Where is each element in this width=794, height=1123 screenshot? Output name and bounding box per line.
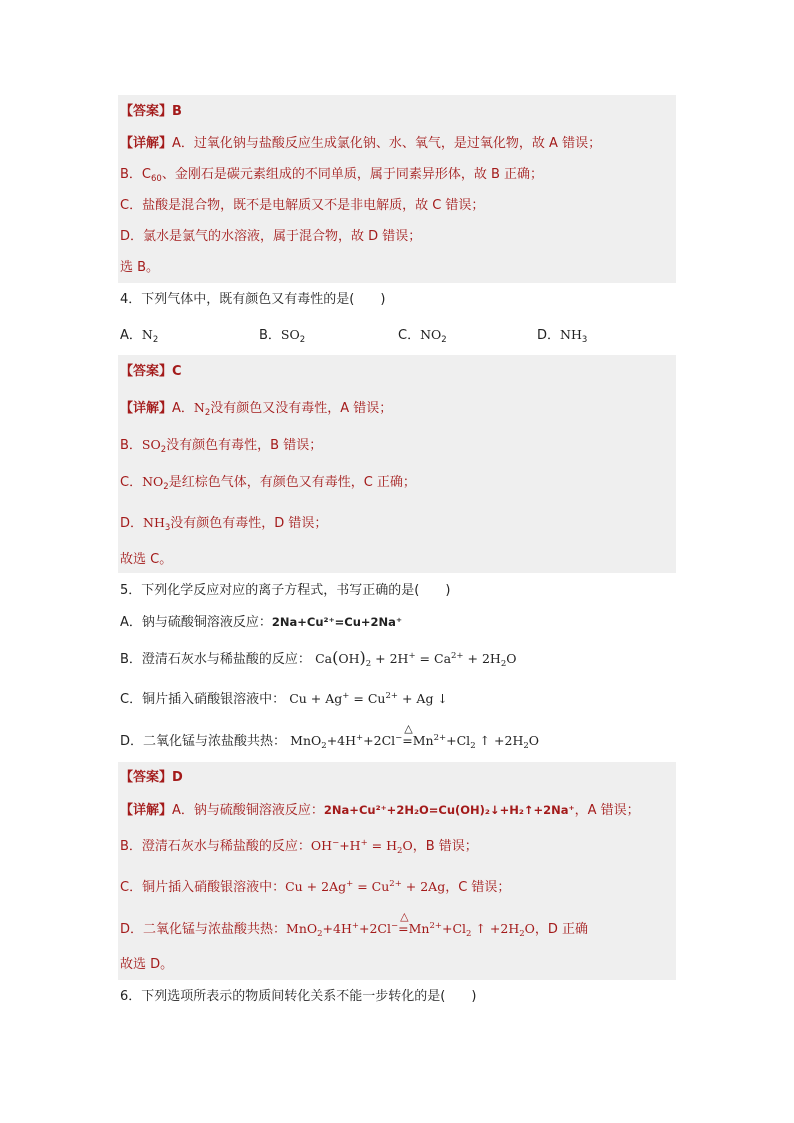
question-4-stem: 4．下列气体中，既有颜色又有毒性的是( ) (120, 292, 386, 307)
detail-line-a: 【详解】A．钠与硫酸铜溶液反应：2Na+Cu²⁺+2H₂O=Cu(OH)₂↓+H₂↑+2Na⁺，A 错误； (120, 803, 640, 818)
conclusion-line: 故选 D。 (120, 957, 174, 972)
answer-box-q4 (118, 355, 676, 573)
answer-box-q3 (118, 95, 676, 283)
equation-c: $Cu + Ag^+ = Cu^{2+} + Ag$ ↓ (289, 691, 448, 706)
answer-box-q5 (118, 762, 676, 980)
detail-line-c: C．铜片插入硝酸银溶液中：$Cu + 2Ag^+ = Cu^{2+} + 2Ag$，C 错误； (120, 879, 511, 895)
detail-line-d: D．$NH_3$没有颜色有毒性，D 错误； (120, 515, 328, 533)
detail-line-c: C．盐酸是混合物，既不是电解质又不是非电解质，故 C 错误； (120, 198, 485, 213)
detail-line-c: C．$NO_2$是红棕色气体，有颜色又有毒性，C 正确； (120, 474, 416, 492)
equation-d: MnO$_2$+4H++2Cl− △ $=Mn^{2+}+Cl_2$ ↑ $+2H_2O$ (286, 910, 535, 939)
answer-line: 【答案】D (120, 770, 183, 785)
detail-line-d: D．氯水是氯气的水溶液，属于混合物，故 D 错误； (120, 229, 422, 244)
q4-option-a: A．$N_2$ (120, 327, 159, 345)
q5-option-c: C．铜片插入硝酸银溶液中： $Cu + Ag^+ = Cu^{2+} + Ag$ ↓ (120, 691, 448, 707)
q4-option-b: B．$SO_2$ (259, 327, 306, 345)
detail-line-b: B．澄清石灰水与稀盐酸的反应：$OH^-+H^+ = H_2O$，B 错误； (120, 838, 478, 856)
conclusion-line: 选 B。 (120, 260, 160, 275)
detail-line-d: D．二氧化锰与浓盐酸共热：MnO$_2$+4H++2Cl− △ $=Mn^{2+}+Cl_2$ ↑ $+2H_2O$，D 正确 (120, 910, 589, 939)
detail-line-b: B．$C_{60}$、金刚石是碳元素组成的不同单质，属于同素异形体，故 B 正确； (120, 167, 544, 184)
equation-b: $OH^-+H^+ = H_2O$ (310, 838, 413, 856)
q5-option-b: B．澄清石灰水与稀盐酸的反应： $Ca(OH)_2 + 2H^+ = Ca^{2+} + 2H_2O$ (120, 648, 517, 669)
question-5-stem: 5．下列化学反应对应的离子方程式，书写正确的是( ) (120, 583, 451, 598)
q5-option-a: A．钠与硫酸铜溶液反应：2Na+Cu²⁺=Cu+2Na⁺ (120, 615, 403, 630)
q4-option-d: D．$NH_3$ (537, 327, 588, 345)
conclusion-line: 故选 C。 (120, 552, 173, 567)
detail-line-b: B．$SO_2$没有颜色有毒性，B 错误； (120, 437, 323, 455)
equation-c: $Cu + 2Ag^+ = Cu^{2+} + 2Ag$ (285, 879, 446, 894)
answer-line: 【答案】C (120, 364, 182, 379)
equation-b: $Ca(OH)_2 + 2H^+ = Ca^{2+} + 2H_2O$ (315, 648, 517, 669)
answer-line: 【答案】B (120, 104, 182, 119)
question-6-stem: 6．下列选项所表示的物质间转化关系不能一步转化的是( ) (120, 989, 477, 1004)
q4-option-c: C．$NO_2$ (398, 327, 447, 345)
equation-d: MnO$_2$+4H++2Cl− △ $=Mn^{2+}+Cl_2$ ↑ $+2H_2O$ (290, 722, 540, 751)
q5-option-d: D．二氧化锰与浓盐酸共热： MnO$_2$+4H++2Cl− △ $=Mn^{2+}+Cl_2$ ↑ $+2H_2O$ (120, 722, 540, 751)
detail-line-a: 【详解】A．$N_2$没有颜色又没有毒性，A 错误； (120, 400, 393, 418)
detail-line-a: 【详解】A．过氧化钠与盐酸反应生成氯化钠、水、氧气，是过氧化物，故 A 错误； (120, 136, 602, 151)
